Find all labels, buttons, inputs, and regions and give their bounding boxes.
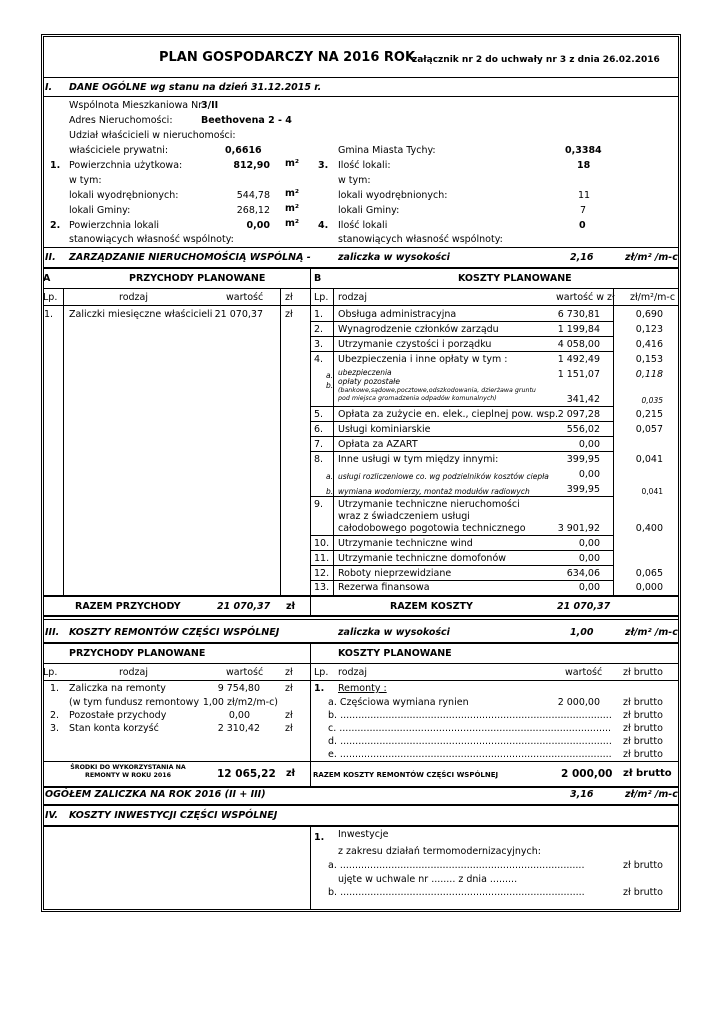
costs-total-label: RAZEM KOSZTY bbox=[390, 601, 473, 612]
unit: zł brutto bbox=[623, 697, 663, 708]
divider bbox=[43, 663, 679, 664]
column-header: Lp. bbox=[314, 292, 329, 303]
cost-name: d. .......................................................................................... bbox=[328, 736, 612, 747]
column-header: zł bbox=[285, 292, 293, 303]
label: Powierzchnia użytkowa: bbox=[69, 160, 183, 171]
label: stanowiących własność wspólnoty: bbox=[69, 234, 234, 245]
cost-value: 0,00 bbox=[578, 439, 600, 450]
label: Wspólnota Mieszkaniowa Nr bbox=[69, 100, 203, 111]
page-title: PLAN GOSPODARCZY NA 2016 ROK bbox=[159, 50, 416, 65]
sub-cost-value: 399,95 bbox=[566, 484, 600, 495]
unit: m² bbox=[285, 218, 300, 229]
row-number: 9. bbox=[314, 499, 324, 510]
unit: zł brutto bbox=[623, 710, 663, 721]
sub-cost-note: (bankowe,sądowe,pocztowe,odszkodowania, dzierżawa gruntu bbox=[338, 387, 536, 394]
income-heading: PRZYCHODY PLANOWANE bbox=[69, 648, 206, 659]
label: właściciele prywatni: bbox=[69, 145, 169, 156]
row-line bbox=[311, 321, 614, 322]
section-heading: ZARZĄDZANIE NIERUCHOMOŚCIĄ WSPÓLNĄ - bbox=[69, 252, 311, 263]
community-number: 3/II bbox=[201, 100, 219, 111]
label: lokali Gminy: bbox=[69, 205, 131, 216]
row-number: 2. bbox=[50, 710, 60, 721]
column-header: zł bbox=[285, 667, 293, 678]
unit: zł brutto bbox=[623, 768, 672, 779]
income-name: (w tym fundusz remontowy bbox=[69, 697, 200, 708]
costs-heading: KOSZTY PLANOWANE bbox=[338, 648, 452, 659]
unit: zł bbox=[285, 723, 293, 734]
cost-name: Opłata za AZART bbox=[338, 439, 418, 450]
sub-cost-name: opłaty pozostałe bbox=[338, 377, 400, 386]
divider bbox=[43, 761, 679, 762]
sub-letter: a. bbox=[326, 472, 333, 481]
section-number: II. bbox=[45, 252, 56, 263]
item-number: 1. bbox=[50, 160, 61, 171]
row-number: 1. bbox=[314, 683, 325, 694]
row-number: 1. bbox=[50, 683, 60, 694]
row-number: 12. bbox=[314, 568, 330, 579]
sub-letter: b. bbox=[326, 487, 334, 496]
row-line bbox=[311, 496, 614, 497]
costs-total-value: 21 070,37 bbox=[557, 601, 611, 612]
unit: zł bbox=[285, 683, 293, 694]
cost-name: całodobowego pogotowia technicznego bbox=[338, 523, 526, 534]
column-header: rodzaj bbox=[338, 292, 367, 303]
cost-name: Rezerwa finansowa bbox=[338, 582, 430, 593]
cost-value: 4 058,00 bbox=[557, 339, 600, 350]
cost-title: Remonty : bbox=[338, 683, 387, 694]
cost-name: Utrzymanie czystości i porządku bbox=[338, 339, 492, 350]
column-header: Lp. bbox=[43, 667, 58, 678]
label: Ilość lokali: bbox=[338, 160, 391, 171]
address-value: Beethovena 2 - 4 bbox=[201, 115, 292, 126]
label: lokali Gminy: bbox=[338, 205, 400, 216]
income-value: 0,00 bbox=[228, 710, 250, 721]
row-number: 1. bbox=[44, 309, 54, 320]
cost-value: 1 492,49 bbox=[557, 354, 600, 365]
unit: zł brutto bbox=[623, 736, 663, 747]
sub-cost-name: usługi rozliczeniowe co. wg podzielników kosztów ciepła bbox=[338, 472, 549, 481]
column-header: rodzaj bbox=[119, 292, 148, 303]
sub-cost-rate: 0,035 bbox=[641, 396, 663, 405]
cost-rate: 0,123 bbox=[635, 324, 663, 335]
divider bbox=[43, 619, 679, 620]
divider bbox=[43, 288, 679, 289]
cost-name: Utrzymanie techniczne nieruchomości bbox=[338, 499, 520, 510]
unit: m² bbox=[285, 203, 300, 214]
investment-subtitle: z zakresu działań termomodernizacyjnych: bbox=[338, 846, 541, 857]
cost-name: Utrzymanie techniczne domofonów bbox=[338, 553, 507, 564]
cost-rate: 0,416 bbox=[635, 339, 663, 350]
cost-name: Opłata za zużycie en. elek., cieplnej pow. wsp. bbox=[338, 409, 559, 420]
item-number: 3. bbox=[318, 160, 329, 171]
divider bbox=[43, 825, 679, 827]
row-line bbox=[311, 550, 614, 551]
section-heading: KOSZTY REMONTÓW CZĘŚCI WSPÓLNEJ bbox=[69, 627, 280, 638]
income-name: Pozostałe przychody bbox=[69, 710, 167, 721]
sub-letter: b. bbox=[326, 381, 334, 390]
column-header: Lp. bbox=[43, 292, 58, 303]
label: zaliczka w wysokości bbox=[338, 252, 450, 263]
cost-name: Obsługa administracyjna bbox=[338, 309, 457, 320]
label: w tym: bbox=[338, 175, 371, 186]
label: Adres Nieruchomości: bbox=[69, 115, 173, 126]
grand-total-value: 3,16 bbox=[570, 789, 594, 800]
usable-area: 812,90 bbox=[233, 160, 270, 171]
income-name: Stan konta korzyść bbox=[69, 723, 159, 734]
sub-cost-rate: 0,041 bbox=[641, 487, 663, 496]
funds-value: 12 065,22 bbox=[217, 768, 276, 780]
city-share: 0,3384 bbox=[565, 145, 602, 156]
cost-name: wraz z świadczeniem usługi bbox=[338, 511, 470, 522]
section-number: III. bbox=[45, 627, 60, 638]
cost-value: 634,06 bbox=[566, 568, 600, 579]
row-line bbox=[311, 451, 614, 452]
unit: m² bbox=[285, 188, 300, 199]
row-number: 10. bbox=[314, 538, 330, 549]
income-name: Zaliczka na remonty bbox=[69, 683, 166, 694]
cost-name: Usługi kominiarskie bbox=[338, 424, 431, 435]
row-number: 7. bbox=[314, 439, 324, 450]
row-number: 1. bbox=[314, 309, 324, 320]
section-heading: DANE OGÓLNE bbox=[69, 82, 147, 93]
label: Gmina Miasta Tychy: bbox=[338, 145, 436, 156]
section-number: IV. bbox=[45, 810, 59, 821]
cost-name: Roboty nieprzewidziane bbox=[338, 568, 452, 579]
as-of-date: wg stanu na dzień 31.12.2015 r. bbox=[150, 82, 322, 93]
attachment-note: załącznik nr 2 do uchwały nr 3 z dnia 26.02.2016 bbox=[412, 55, 660, 65]
cost-name: b. .......................................................................................... bbox=[328, 710, 612, 721]
cost-value: 556,02 bbox=[566, 424, 600, 435]
column-header: wartość bbox=[226, 667, 264, 678]
column-letter: A bbox=[43, 273, 51, 284]
unit: zł brutto bbox=[623, 723, 663, 734]
row-number: 6. bbox=[314, 424, 324, 435]
area-common: 0,00 bbox=[246, 220, 270, 231]
cost-rate: 0,690 bbox=[635, 309, 663, 320]
row-line bbox=[311, 421, 614, 422]
row-line bbox=[311, 336, 614, 337]
section-heading: KOSZTY INWESTYCJI CZĘŚCI WSPÓLNEJ bbox=[69, 810, 278, 821]
divider bbox=[43, 804, 679, 806]
cost-value: 2 097,28 bbox=[557, 409, 600, 420]
row-number: 3. bbox=[50, 723, 60, 734]
label: Udział właścicieli w nieruchomości: bbox=[69, 130, 236, 141]
cost-rate: 0,057 bbox=[635, 424, 663, 435]
row-number: 8. bbox=[314, 454, 324, 465]
count-separated: 11 bbox=[578, 190, 591, 201]
unit: zł bbox=[285, 309, 293, 320]
area-separated: 544,78 bbox=[236, 190, 270, 201]
investment-row: a. ................................................................................. bbox=[328, 860, 585, 871]
repairs-total-value: 2 000,00 bbox=[561, 768, 613, 780]
cost-name: a. Częściowa wymiana rynien bbox=[328, 697, 469, 708]
column-divider bbox=[310, 826, 311, 910]
unit: zł bbox=[285, 710, 293, 721]
income-heading: PRZYCHODY PLANOWANE bbox=[129, 273, 266, 284]
label: stanowiących własność wspólnoty: bbox=[338, 234, 503, 245]
resolution-note: ujęte w uchwale nr ........ z dnia ......... bbox=[338, 874, 518, 885]
row-number: 13. bbox=[314, 582, 330, 593]
income-total-value: 21 070,37 bbox=[217, 601, 271, 612]
income-value: 1,00 zł/m2/m-c) bbox=[202, 697, 278, 708]
unit: zł/m² /m-c bbox=[625, 252, 678, 263]
cost-value: 399,95 bbox=[566, 454, 600, 465]
divider bbox=[43, 642, 679, 644]
cost-name: e. .......................................................................................... bbox=[328, 749, 612, 760]
repairs-total-label: RAZEM KOSZTY REMONTÓW CZĘŚCI WSPÓLNEJ bbox=[313, 771, 499, 779]
cost-rate: 0,065 bbox=[635, 568, 663, 579]
unit: zł bbox=[286, 768, 296, 779]
row-line bbox=[311, 580, 614, 581]
sub-cost-value: 1 151,07 bbox=[557, 369, 600, 380]
income-value: 9 754,80 bbox=[217, 683, 260, 694]
section-number: I. bbox=[45, 82, 53, 93]
column-divider bbox=[280, 289, 281, 595]
row-number: 2. bbox=[314, 324, 324, 335]
income-value: 2 310,42 bbox=[217, 723, 260, 734]
row-line bbox=[311, 436, 614, 437]
investment-title: Inwestycje bbox=[338, 829, 389, 840]
cost-value: 6 730,81 bbox=[557, 309, 600, 320]
income-total-label: RAZEM PRZYCHODY bbox=[75, 601, 181, 612]
count-city: 7 bbox=[580, 205, 587, 216]
label: lokali wyodrębnionych: bbox=[69, 190, 179, 201]
row-line bbox=[311, 351, 614, 352]
repairs-advance: 1,00 bbox=[570, 627, 594, 638]
divider bbox=[43, 680, 679, 681]
row-number: 5. bbox=[314, 409, 324, 420]
unit: zł brutto bbox=[623, 749, 663, 760]
column-header: rodzaj bbox=[338, 667, 367, 678]
divider bbox=[43, 267, 679, 269]
sub-cost-value: 341,42 bbox=[566, 394, 600, 405]
cost-value: 2 000,00 bbox=[557, 697, 600, 708]
column-header: wartość w zł bbox=[556, 292, 615, 303]
label: lokali wyodrębnionych: bbox=[338, 190, 448, 201]
cost-value: 0,00 bbox=[578, 553, 600, 564]
unit-count: 18 bbox=[577, 160, 591, 171]
column-header: wartość bbox=[226, 292, 264, 303]
income-value: 21 070,37 bbox=[214, 309, 263, 320]
cost-value: 0,00 bbox=[578, 582, 600, 593]
unit: m² bbox=[285, 158, 300, 169]
column-header: rodzaj bbox=[119, 667, 148, 678]
label: Powierzchnia lokali bbox=[69, 220, 159, 231]
costs-heading: KOSZTY PLANOWANE bbox=[458, 273, 572, 284]
cost-rate: 0,153 bbox=[635, 354, 663, 365]
divider bbox=[43, 595, 679, 597]
grand-total-label: OGÓŁEM ZALICZKA NA ROK 2016 (II + III) bbox=[45, 789, 266, 800]
unit: zł brutto bbox=[623, 860, 663, 871]
column-header: zł brutto bbox=[623, 667, 663, 678]
sub-cost-note: pod miejsca gromadzenia odpadów komunalnych) bbox=[338, 395, 497, 402]
cost-rate: 0,215 bbox=[635, 409, 663, 420]
unit: zł/m² /m-c bbox=[625, 627, 678, 638]
divider bbox=[43, 786, 679, 788]
row-number: 4. bbox=[314, 354, 324, 365]
cost-value: 0,00 bbox=[578, 538, 600, 549]
funds-label: REMONTY W ROKU 2016 bbox=[84, 772, 172, 779]
cost-value: 1 199,84 bbox=[557, 324, 600, 335]
cost-name: Utrzymanie techniczne wind bbox=[338, 538, 473, 549]
sub-cost-name: wymiana wodomierzy, montaż modułów radiowych bbox=[338, 487, 530, 496]
count-common: 0 bbox=[579, 220, 586, 231]
cost-rate: 0,000 bbox=[635, 582, 663, 593]
funds-label: ŚRODKI DO WYKORZYSTANIA NA bbox=[70, 764, 186, 771]
column-header: zł/m²/m-c bbox=[630, 292, 676, 303]
row-line bbox=[311, 565, 614, 566]
row-line bbox=[311, 406, 614, 407]
private-share: 0,6616 bbox=[225, 145, 262, 156]
sub-cost-rate: 0,118 bbox=[635, 369, 663, 380]
cost-value: 3 901,92 bbox=[557, 523, 600, 534]
divider bbox=[43, 77, 679, 78]
column-divider bbox=[63, 289, 64, 595]
row-number: 1. bbox=[314, 832, 325, 843]
cost-rate: 0,400 bbox=[635, 523, 663, 534]
column-header: wartość bbox=[565, 667, 603, 678]
divider bbox=[43, 305, 679, 306]
column-header: Lp. bbox=[314, 667, 329, 678]
column-divider bbox=[310, 643, 311, 788]
cost-name: Ubezpieczenia i inne opłaty w tym : bbox=[338, 354, 508, 365]
sub-cost-name: ubezpieczenia bbox=[338, 368, 392, 377]
cost-rate: 0,041 bbox=[635, 454, 663, 465]
unit: zł/m² /m-c bbox=[625, 789, 678, 800]
row-number: 3. bbox=[314, 339, 324, 350]
item-number: 4. bbox=[318, 220, 329, 231]
divider bbox=[43, 96, 679, 97]
label: Ilość lokali bbox=[338, 220, 388, 231]
divider bbox=[43, 247, 679, 248]
area-city: 268,12 bbox=[236, 205, 270, 216]
divider bbox=[43, 615, 679, 617]
item-number: 2. bbox=[50, 220, 61, 231]
unit: zł brutto bbox=[623, 887, 663, 898]
cost-name: Inne usługi w tym między innymi: bbox=[338, 454, 499, 465]
sub-letter: a. bbox=[326, 371, 333, 380]
row-line bbox=[311, 535, 614, 536]
management-advance: 2,16 bbox=[570, 252, 594, 263]
row-number: 11. bbox=[314, 553, 330, 564]
investment-row: b. ................................................................................. bbox=[328, 887, 585, 898]
label: zaliczka w wysokości bbox=[338, 627, 450, 638]
column-letter: B bbox=[314, 273, 322, 284]
label: w tym: bbox=[69, 175, 102, 186]
sub-cost-value: 0,00 bbox=[578, 469, 600, 480]
unit: zł bbox=[286, 601, 296, 612]
cost-name: c. .......................................................................................... bbox=[328, 723, 612, 734]
income-name: Zaliczki miesięczne właścicieli bbox=[69, 309, 213, 320]
cost-name: Wynagrodzenie członków zarządu bbox=[338, 324, 499, 335]
